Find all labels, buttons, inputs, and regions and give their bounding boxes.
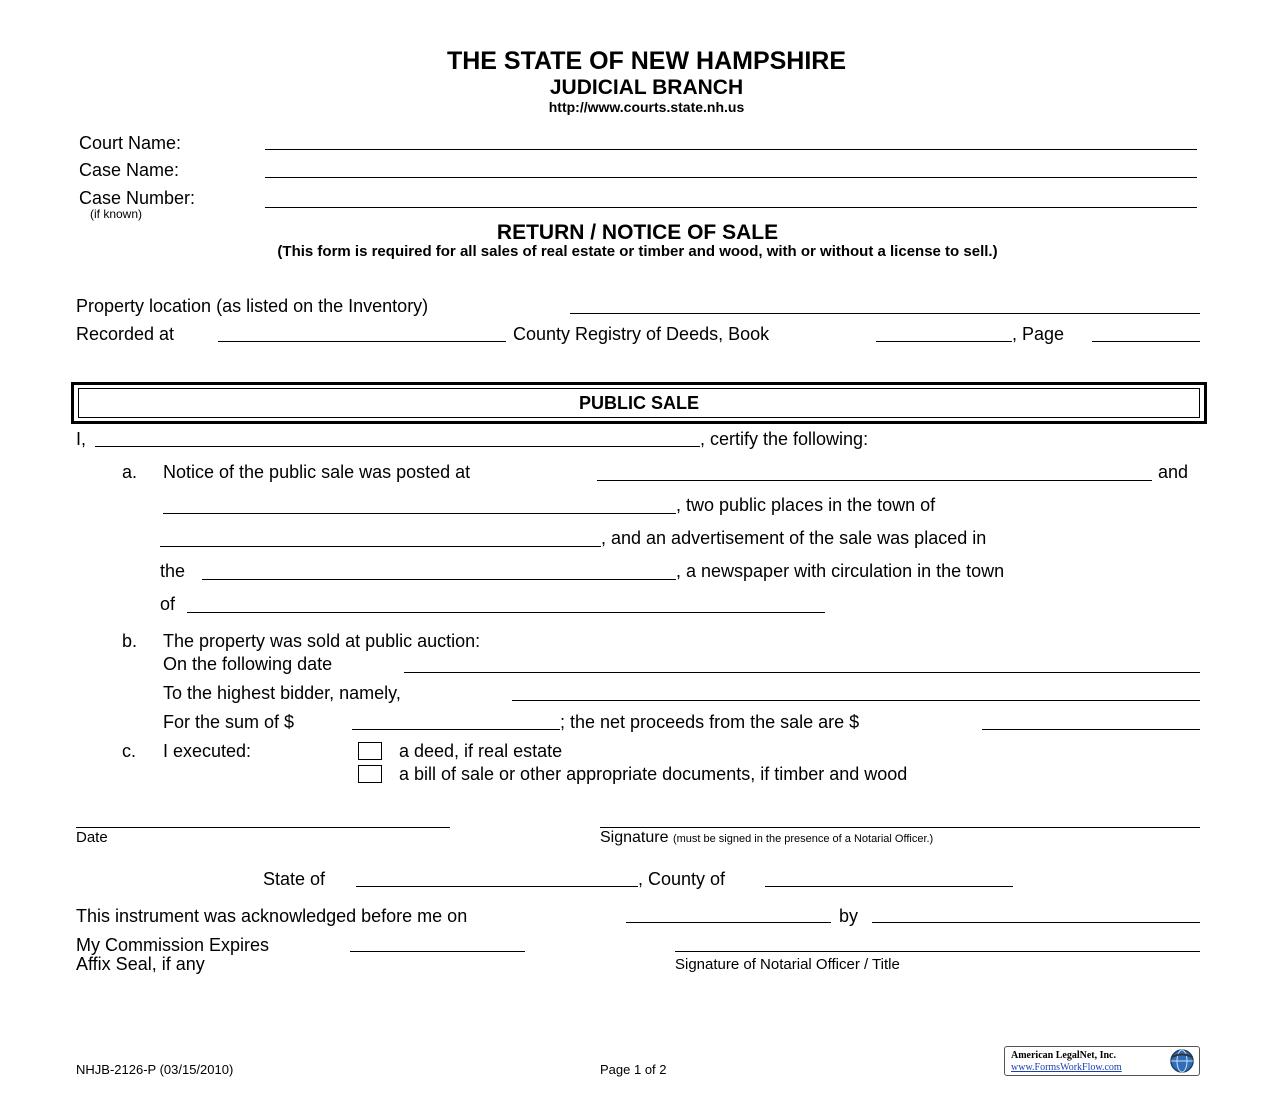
signature-note: (must be signed in the presence of a Notarial Officer.) [672, 833, 934, 845]
globe-logo-icon [1169, 1048, 1195, 1074]
highest-bidder-field[interactable] [512, 700, 1200, 701]
county-registry-field[interactable] [218, 341, 506, 342]
net-proceeds-label: ; the net proceeds from the sale are $ [560, 712, 860, 732]
auction-text: The property was sold at public auction: [163, 631, 481, 651]
commission-expires-field[interactable] [350, 951, 525, 952]
sale-sum-label: For the sum of $ [163, 712, 295, 732]
town-field[interactable] [160, 546, 601, 547]
state-field[interactable] [356, 886, 638, 887]
case-name-field[interactable] [265, 177, 1197, 178]
certifier-prefix: I, [76, 429, 87, 449]
advertisement-text: , and an advertisement of the sale was placed in [601, 528, 987, 548]
item-a-marker: a. [122, 462, 138, 482]
acknowledged-by-field[interactable] [872, 922, 1200, 923]
acknowledged-date-field[interactable] [626, 922, 831, 923]
public-sale-heading: PUBLIC SALE [578, 393, 699, 413]
notary-signature-label: Signature of Notarial Officer / Title [675, 956, 900, 973]
signature-label-text: Signature [600, 829, 669, 846]
affix-seal-note: Affix Seal, if any [76, 954, 205, 974]
document-subtitle: JUDICIAL BRANCH [549, 76, 744, 99]
by-label: by [839, 906, 859, 926]
deed-checkbox[interactable] [358, 742, 382, 760]
court-website-link[interactable]: http://www.courts.state.nh.us [548, 99, 745, 115]
vendor-name: American LegalNet, Inc. [1011, 1050, 1116, 1061]
public-sale-banner [71, 382, 1207, 424]
page-number-field[interactable] [1092, 341, 1200, 342]
acknowledged-label: This instrument was acknowledged before me on [76, 906, 468, 926]
posted-at-label: Notice of the public sale was posted at [163, 462, 471, 482]
notary-signature-field[interactable] [675, 951, 1200, 952]
document-title: THE STATE OF NEW HAMPSHIRE [446, 47, 847, 75]
commission-expires-label: My Commission Expires [76, 935, 270, 955]
highest-bidder-label: To the highest bidder, namely, [163, 683, 401, 703]
form-id: NHJB-2126-P (03/15/2010) [76, 1062, 234, 1077]
page-label: , Page [1012, 324, 1065, 344]
item-c-marker: c. [122, 741, 137, 761]
deed-option-label: a deed, if real estate [399, 741, 563, 761]
recorded-at-label: Recorded at [76, 324, 175, 344]
case-name-label: Case Name: [79, 160, 180, 180]
of-text: of [160, 594, 176, 614]
if-known-note: (if known) [90, 207, 143, 221]
item-b-marker: b. [122, 631, 138, 651]
county-of-label: , County of [638, 869, 726, 889]
signature-label [600, 829, 933, 847]
certify-text: , certify the following: [700, 429, 869, 449]
form-title: RETURN / NOTICE OF SALE [496, 221, 779, 244]
and-text: and [1158, 462, 1189, 482]
circulation-town-field[interactable] [187, 612, 825, 613]
registry-book-label: County Registry of Deeds, Book [513, 324, 770, 344]
vendor-badge[interactable] [1004, 1046, 1200, 1076]
state-of-label: State of [263, 869, 326, 889]
bill-of-sale-option-label: a bill of sale or other appropriate documents, if timber and wood [399, 764, 908, 784]
court-name-label: Court Name: [79, 133, 182, 153]
posted-location-2-field[interactable] [163, 513, 676, 514]
posted-location-1-field[interactable] [597, 480, 1152, 481]
property-location-label: Property location (as listed on the Inventory) [76, 296, 429, 316]
newspaper-circulation-text: , a newspaper with circulation in the town [676, 561, 1005, 581]
sale-date-label: On the following date [163, 654, 333, 674]
case-number-field[interactable] [265, 207, 1197, 208]
court-name-field[interactable] [265, 149, 1197, 150]
executed-label: I executed: [163, 741, 252, 761]
page-number: Page 1 of 2 [600, 1062, 667, 1077]
sale-sum-field[interactable] [352, 729, 560, 730]
bill-of-sale-checkbox[interactable] [358, 765, 382, 783]
vendor-link[interactable]: www.FormsWorkFlow.com [1011, 1062, 1122, 1073]
the-text: the [160, 561, 186, 581]
form-requirement-note: (This form is required for all sales of real estate or timber and wood, with or without a license to sell.) [277, 243, 998, 260]
date-field[interactable] [76, 827, 450, 828]
net-proceeds-field[interactable] [982, 729, 1200, 730]
newspaper-field[interactable] [202, 579, 676, 580]
signature-field[interactable] [600, 827, 1200, 828]
certifier-name-field[interactable] [95, 446, 700, 447]
date-label: Date [76, 829, 108, 846]
two-public-places-text: , two public places in the town of [676, 495, 936, 515]
case-number-label: Case Number: [79, 188, 196, 208]
county-field[interactable] [765, 886, 1013, 887]
book-number-field[interactable] [876, 341, 1012, 342]
sale-date-field[interactable] [404, 672, 1200, 673]
property-location-field[interactable] [570, 313, 1200, 314]
